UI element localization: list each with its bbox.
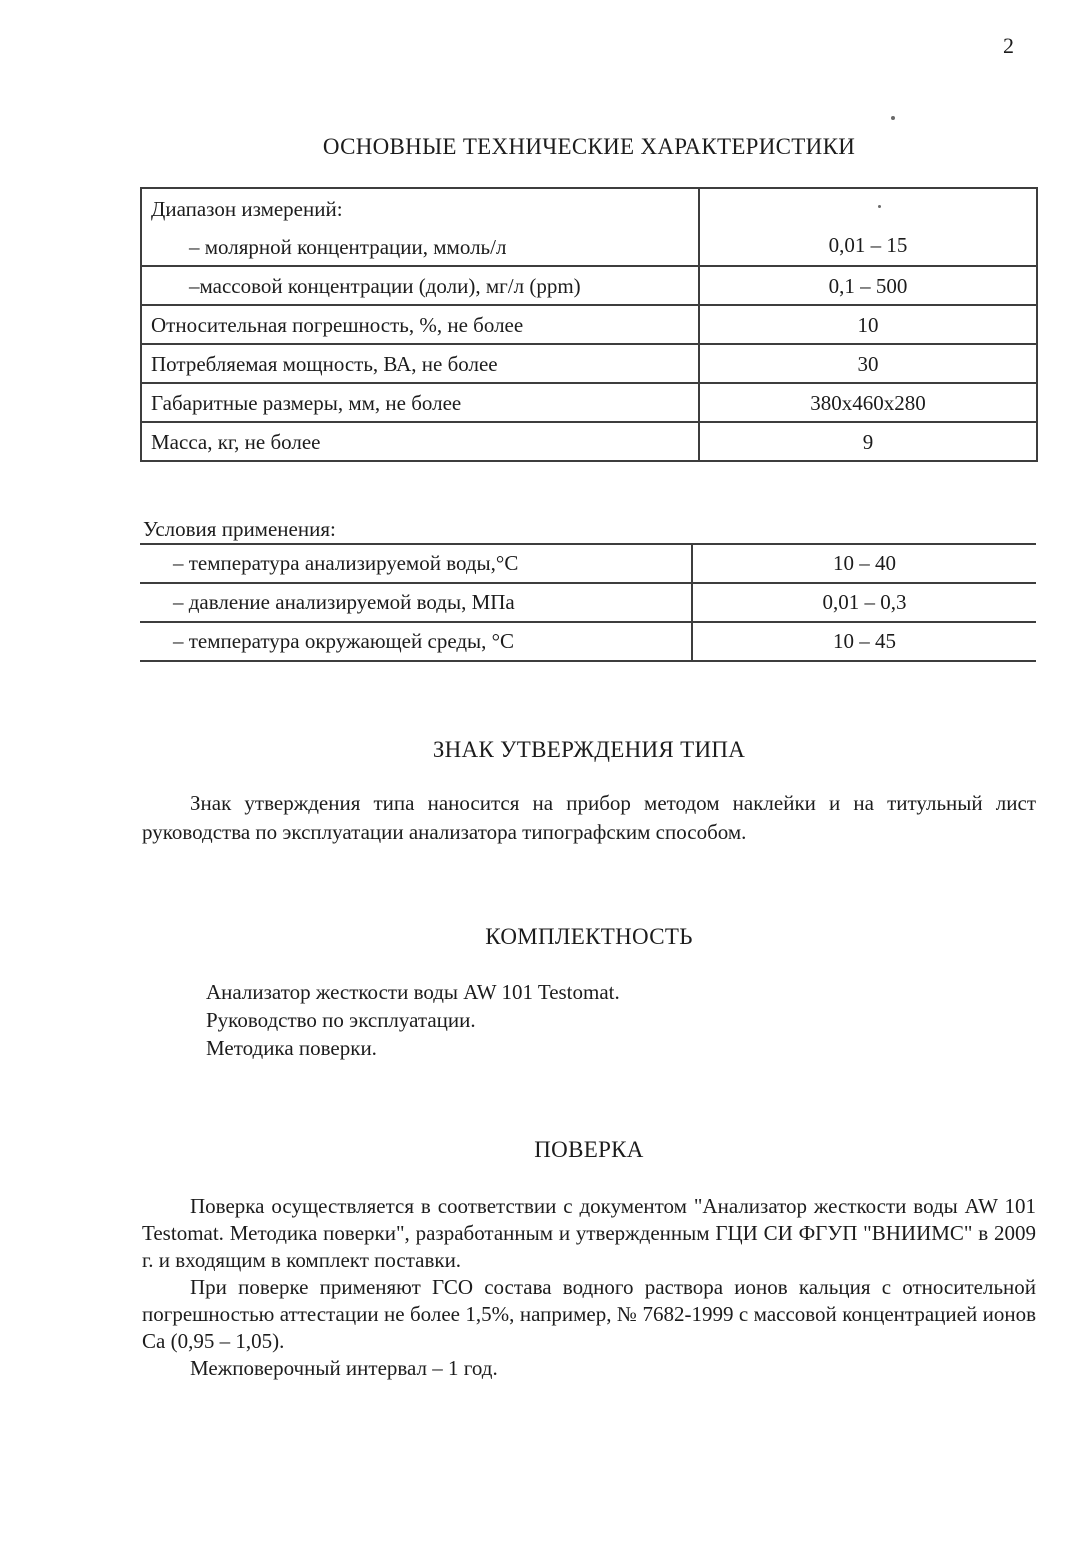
spec-value: 9 — [699, 422, 1037, 461]
condition-label: – температура анализируемой воды,°С — [140, 544, 692, 583]
table-row — [141, 266, 1037, 305]
section-title-approval-mark: ЗНАК УТВЕРЖДЕНИЯ ТИПА — [432, 737, 746, 762]
table-row — [141, 422, 1037, 461]
spec-sub-label: – молярной концентрации, ммоль/л — [189, 235, 507, 259]
verification-paragraphs — [142, 1193, 1036, 1382]
conditions-table — [140, 543, 1036, 662]
verification-paragraph: При поверке применяют ГСО состава водного раствора ионов кальция с относительной погрешностью аттестации не более 1,5%, например, № 7682-1999 с массовой концентрацией ионов Са (0,95 – 1,05). — [142, 1275, 1036, 1353]
spec-group-label: Диапазон измерений: — [151, 197, 343, 221]
condition-label: – давление анализируемой воды, МПа — [140, 583, 692, 622]
spec-value: 10 — [699, 305, 1037, 344]
spec-value: 0,01 – 15 — [699, 188, 1037, 266]
spec-label: Относительная погрешность, %, не более — [141, 305, 699, 344]
list-item: Анализатор жесткости воды AW 101 Testomat. — [206, 980, 620, 1004]
table-row — [140, 622, 1036, 661]
table-row — [140, 583, 1036, 622]
table-row — [141, 344, 1037, 383]
condition-value: 10 – 45 — [692, 622, 1036, 661]
verification-paragraph: Межповерочный интервал – 1 год. — [190, 1356, 498, 1380]
spec-label: Потребляемая мощность, ВА, не более — [141, 344, 699, 383]
scan-speck — [891, 116, 895, 120]
approval-paragraph: Знак утверждения типа наносится на прибор методом наклейки и на титульный лист руководства по эксплуатации анализатора типографским способом. — [142, 791, 1036, 844]
verification-paragraph: Поверка осуществляется в соответствии с документом "Анализатор жесткости воды AW 101 Testomat. Методика поверки", разработанным и утвержденным ГЦИ СИ ФГУП "ВНИИМС" в 2009 г. и входящим в комплект поставки. — [142, 1194, 1036, 1272]
specs-table — [140, 187, 1038, 462]
list-item: Руководство по эксплуатации. — [206, 1008, 476, 1032]
table-row — [141, 188, 1037, 266]
condition-label: – температура окружающей среды, °С — [140, 622, 692, 661]
condition-value: 10 – 40 — [692, 544, 1036, 583]
list-item: Методика поверки. — [206, 1036, 377, 1060]
table-row — [141, 383, 1037, 422]
spec-value: 0,1 – 500 — [699, 266, 1037, 305]
section-title-verification: ПОВЕРКА — [534, 1137, 644, 1162]
spec-label: Габаритные размеры, мм, не более — [141, 383, 699, 422]
section-title-specs: ОСНОВНЫЕ ТЕХНИЧЕСКИЕ ХАРАКТЕРИСТИКИ — [322, 134, 856, 159]
spec-label-cell — [141, 188, 699, 266]
spec-label: Масса, кг, не более — [141, 422, 699, 461]
table-row — [140, 544, 1036, 583]
section-title-completeness: КОМПЛЕКТНОСТЬ — [485, 924, 693, 949]
completeness-list — [206, 978, 620, 1062]
conditions-heading: Условия применения: — [143, 517, 336, 541]
spec-value: 30 — [699, 344, 1037, 383]
table-row — [141, 305, 1037, 344]
page-number: 2 — [1003, 33, 1014, 58]
spec-sub-label: –массовой концентрации (доли), мг/л (ppm) — [141, 266, 699, 305]
condition-value: 0,01 – 0,3 — [692, 583, 1036, 622]
spec-value: 380x460x280 — [699, 383, 1037, 422]
